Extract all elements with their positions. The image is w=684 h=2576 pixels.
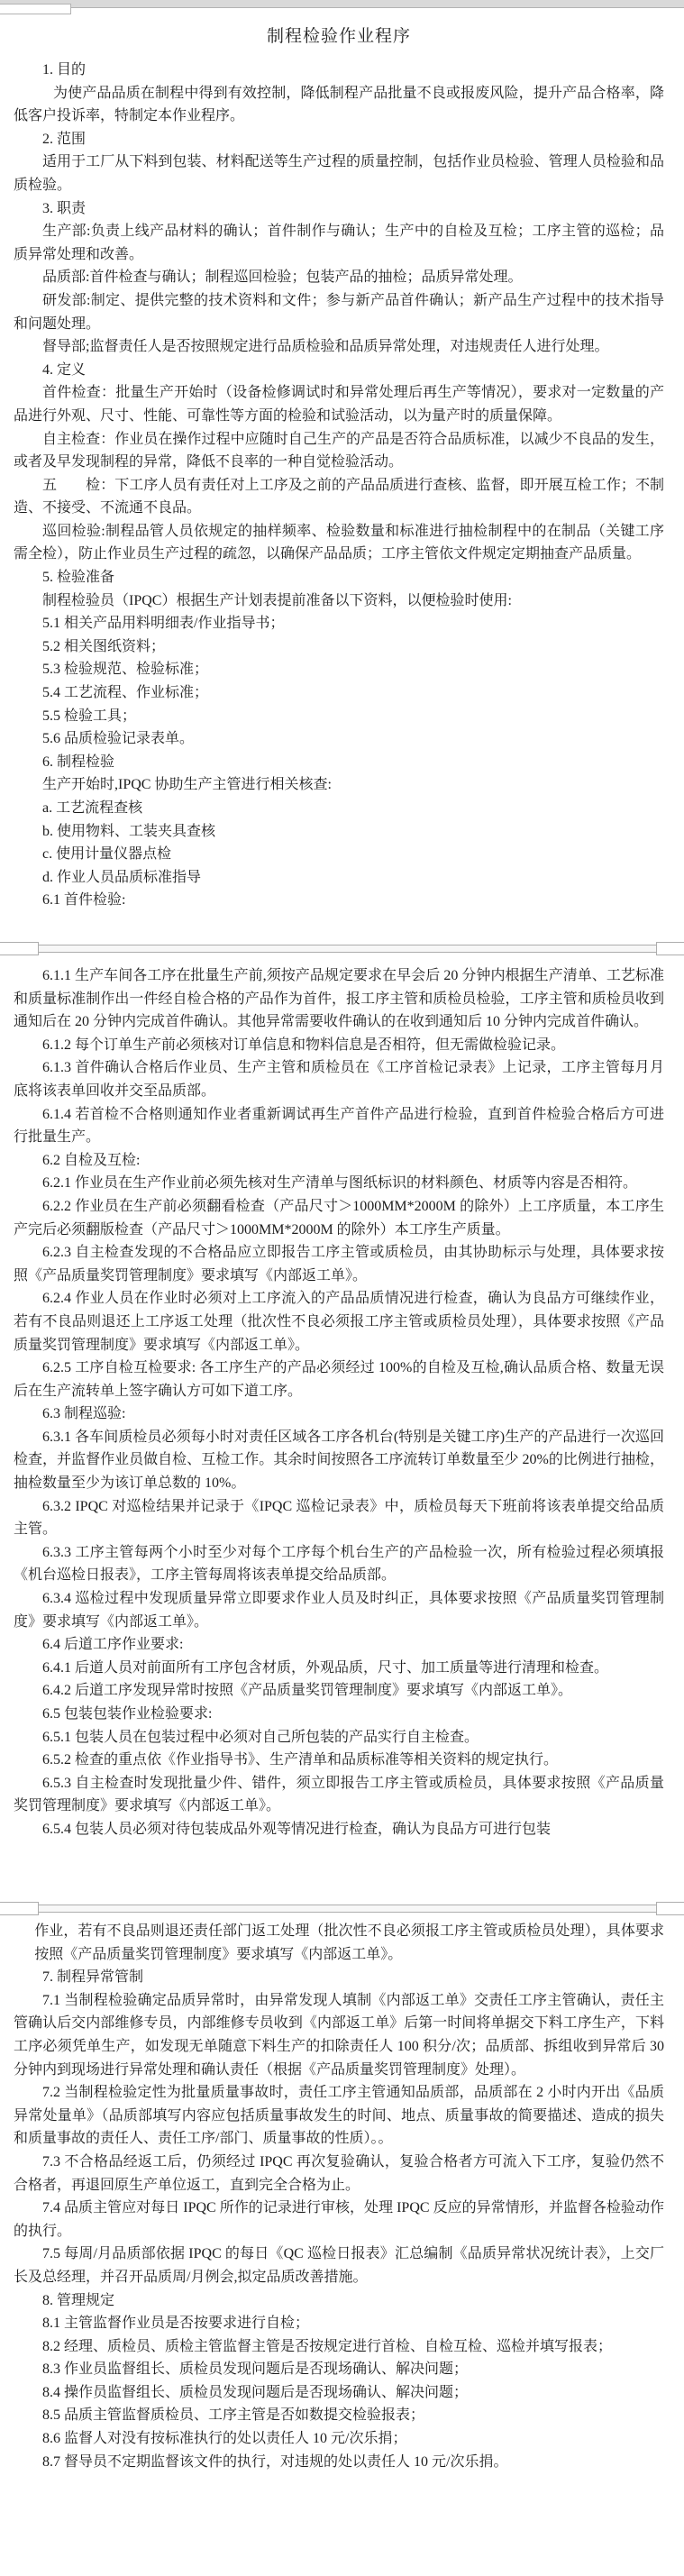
doc-paragraph: 4. 定义 (42, 361, 87, 378)
doc-paragraph: 督导部;监督责任人是否按照规定进行品质检验和品质异常处理，对违规责任人进行处理。 (42, 339, 609, 355)
doc-paragraph: 2. 范围 (42, 131, 87, 147)
page-corner-right (656, 942, 684, 955)
doc-paragraph: 为使产品品质在制程中得到有效控制，降低制程产品批量不良或报废风险，提升产品合格率，降低客户投诉率，特制定本作业程序。 (14, 85, 664, 124)
doc-paragraph: 品质部:首件检查与确认；制程巡回检验；包装产品的抽检；品质异常处理。 (42, 269, 523, 286)
doc-paragraph: 6.5.2 检查的重点依《作业指导书》、生产清单和品质标准等相关资料的规定执行。 (42, 1752, 559, 1768)
doc-paragraph: 6.4.2 后道工序发现异常时按照《产品质量奖罚管理制度》要求填写《内部返工单》。 (42, 1683, 573, 1699)
doc-paragraph: 7.5 每周/月品质部依据 IPQC 的每日《QC 巡检日报表》汇总编制《品质异常状况统计表》，上交厂长及总经理，并召开品质周/月例会,拟定品质改善措施。 (14, 2246, 664, 2285)
doc-paragraph: c. 使用计量仪器点检 (42, 846, 172, 863)
doc-paragraph: 6.2 自检及互检: (42, 1152, 141, 1168)
doc-paragraph: 巡回检验:制程品管人员依规定的抽样频率、检验数量和标准进行抽检制程中的在制品（关键工序需全检），防止作业员生产过程的疏忽，以确保产品品质；工序主管依文件规定定期抽查产品质量。 (14, 523, 664, 562)
doc-paragraph: 8.1 主管监督作业员是否按要求进行自检； (42, 2316, 310, 2332)
doc-paragraph: 7.1 当制程检验确定品质异常时，由异常发现人填制《内部返工单》交责任工序主管确认，责任主管确认后交内部维修专员，内部维修专员收到《内部返工单》后第一时间将单据交下料工序生产，下料工序必须凭单生产，如发现无单随意下料生产的扣除责任人 100 积分/次；品质部、拆组收到异常后 30 分钟内到现场进行异常处理和确认责任（根据《产品质量奖罚管理制度》处理）。 (14, 1992, 664, 2078)
doc-paragraph: 5.4 工艺流程、作业标准； (42, 685, 209, 701)
doc-paragraph: 1. 目的 (42, 62, 87, 78)
doc-paragraph: 自主检查：作业员在操作过程中应随时自己生产的产品是否符合品质标准，以减少不良品的发生，或者及早发现制程的异常，降低不良率的一种自觉检验活动。 (14, 431, 664, 470)
doc-paragraph: 6.3.3 工序主管每两个小时至少对每个工序每个机台生产的产品检验一次，所有检验过程必须填报《机台巡检日报表》，工序主管每周将该表单提交给品质部。 (14, 1544, 664, 1584)
doc-paragraph: 6.5.1 包装人员在包装过程中必须对自己所包装的产品实行自主检查。 (42, 1729, 479, 1745)
doc-paragraph: 6.1 首件检验: (42, 892, 126, 909)
doc-paragraph: 6.4.1 后道人员对前面所有工序包含材质，外观品质，尺寸、加工质量等进行清理和检查。 (42, 1659, 609, 1676)
doc-paragraph: 6.3.2 IPQC 对巡检结果并记录于《IPQC 巡检记录表》中，质检员每天下班前将该表单提交给品质主管。 (14, 1498, 664, 1538)
doc-paragraph: 6.3.4 巡检过程中发现质量异常立即要求作业人员及时纠正，具体要求按照《产品质量奖罚管理制度》要求填写《内部返工单》。 (14, 1591, 664, 1630)
doc-paragraph: 6.5.4 包装人员必须对待包装成品外观等情况进行检查，确认为良品方可进行包装 (42, 1821, 552, 1837)
doc-paragraph: 6.1.3 首件确认合格后作业员、生产主管和质检员在《工序首检记录表》上记录，工序主管每月月底将该表单回收并交至品质部。 (14, 1060, 664, 1099)
doc-paragraph: 6.5 包装包装作业检验要求: (42, 1706, 213, 1722)
doc-paragraph: b. 使用物料、工装夹具查核 (42, 823, 216, 839)
doc-paragraph: 8.5 品质主管监督质检员、工序主管是否如数提交检验报表； (42, 2407, 425, 2424)
doc-paragraph: 6.1.2 每个订单生产前必须核对订单信息和物料信息是否相符，但无需做检验记录。 (42, 1037, 566, 1053)
doc-paragraph: 首件检查：批量生产开始时（设备检修调试时和异常处理后再生产等情况），要求对一定数量的产品进行外观、尺寸、性能、可靠性等方面的检验和试验活动，以为量产时的质量保障。 (14, 385, 664, 424)
doc-paragraph: 作业，若有不良品则退还责任部门返工处理（批次性不良必须报工序主管或质检员处理），具体要求按照《产品质量奖罚管理制度》要求填写《内部返工单》。 (34, 1923, 664, 1962)
doc-paragraph: 7. 制程异常管制 (42, 1969, 144, 1986)
doc-paragraph: 5.2 相关图纸资料； (42, 638, 166, 654)
doc-paragraph: 6.2.3 自主检查发现的不合格品应立即报告工序主管或质检员，由其协助标示与处理，具体要求按照《产品质量奖罚管理制度》要求填写《内部返工单》。 (14, 1245, 664, 1283)
doc-paragraph: 适用于工厂从下料到包装、材料配送等生产过程的质量控制，包括作业员检验、管理人员检验和品质检验。 (14, 154, 664, 193)
page-corner-left (0, 1902, 39, 1915)
doc-paragraph: 6.3.1 各车间质检员必须每小时对责任区域各工序各机台(特别是关键工序)生产的产品进行一次巡回检查，并监督作业员做自检、互检工作。其余时间按照各工序流转订单数量至少 20%的比例进行抽检，抽检数量至少为该订单总数的 10%。 (14, 1429, 664, 1492)
doc-paragraph: 7.3 不合格品经返工后，仍须经过 IPQC 再次复验确认，复验合格者方可流入下工序，复验仍然不合格者，再退回原生产单位返工，直到完全合格为止。 (14, 2153, 664, 2193)
page-title: 制程检验作业程序 (266, 27, 411, 46)
doc-paragraph: 6.2.5 工序自检互检要求: 各工序生产的产品必须经过 100%的自检及互检,确认品质合格、数量无误后在生产流转单上签字确认方可如下道工序。 (14, 1360, 664, 1399)
doc-paragraph: 7.4 品质主管应对每日 IPQC 所作的记录进行审核，处理 IPQC 反应的异常情形，并监督各检验动作的执行。 (14, 2200, 664, 2239)
doc-paragraph: 6.1.1 生产车间各工序在批量生产前,须按产品规定要求在早会后 20 分钟内根据生产清单、工艺标准和质量标准制作出一件经自检合格的产品作为首件，报工序主管和质检员检验，工序主管和质检员收到通知后在 20 分钟内完成首件确认。其他异常需要收件确认的在收到通知后 10 分钟内完成首件确认。 (14, 968, 664, 1030)
doc-paragraph: 6. 制程检验 (42, 754, 115, 770)
doc-paragraph: 7.2 当制程检验定性为批量质量事故时，责任工序主管通知品质部，品质部在 2 小时内开出《品质异常处量单》（品质部填写内容应包括质量事故发生的时间、地点、质量事故的简要描述、造成的损失和质量事故的责任人、责任工序/部门、质量事故的性质）。。 (14, 2085, 664, 2147)
doc-paragraph: 生产开始时,IPQC 协助生产主管进行相关核查: (42, 777, 332, 793)
doc-paragraph: d. 作业人员品质标准指导 (42, 869, 202, 885)
doc-paragraph: 6.4 后道工序作业要求: (42, 1637, 184, 1653)
doc-paragraph: 五 检：下工序人员有责任对上工序及之前的产品品质进行查核、监督，即开展互检工作；不制造、不接受、不流通不良品。 (14, 477, 664, 516)
doc-paragraph: 5.1 相关产品用料明细表/作业指导书； (42, 616, 285, 632)
page-corner-right (656, 1902, 684, 1915)
doc-paragraph: 6.2.2 作业员在生产前必须翻看检查（产品尺寸＞1000MM*2000M 的除外）上工序质量，本工序生产完后必须翻版检查（产品尺寸＞1000MM*2000M 的除外）本工序生产质量。 (14, 1198, 664, 1238)
doc-paragraph: 6.5.3 自主检查时发现批量少件、错件，须立即报告工序主管或质检员，具体要求按照《产品质量奖罚管理制度》要求填写《内部返工单》。 (14, 1775, 664, 1814)
page-corner-left (0, 942, 39, 955)
doc-paragraph: 8. 管理规定 (42, 2292, 115, 2308)
doc-paragraph: 8.2 经理、质检员、质检主管监督主管是否按规定进行首检、自检互检、巡检并填写报表； (42, 2338, 613, 2354)
doc-paragraph: a. 工艺流程查核 (42, 800, 143, 816)
doc-paragraph: 8.4 操作员监督组长、质检员发现问题后是否现场确认、解决问题； (42, 2384, 469, 2400)
page-break (0, 945, 684, 953)
page-3 (0, 1913, 684, 2576)
doc-paragraph: 8.7 督导员不定期监督该文件的执行，对违规的处以责任人 10 元/次乐捐。 (42, 2453, 508, 2470)
page-break (0, 1905, 684, 1913)
doc-paragraph: 5.6 品质检验记录表单。 (42, 731, 195, 747)
doc-paragraph: 5. 检验准备 (42, 570, 115, 586)
page-corner-top-left (0, 4, 71, 14)
doc-paragraph: 生产部:负责上线产品材料的确认；首件制作与确认；生产中的自检及互检；工序主管的巡检；品质异常处理和改善。 (14, 224, 664, 262)
doc-paragraph: 5.5 检验工具； (42, 708, 137, 724)
doc-paragraph: 6.2.1 作业员在生产作业前必须先核对生产清单与图纸标识的材料颜色、材质等内容是否相符。 (42, 1175, 638, 1192)
doc-paragraph: 6.2.4 作业人员在作业时必须对上工序流入的产品品质情况进行检查，确认为良品方可继续作业，若有不良品则退还上工序返工处理（批次性不良必须报工序主管或质检员处理），具体要求按照《产品质量奖罚管理制度》要求填写《内部返工单》。 (14, 1291, 664, 1353)
doc-paragraph: 6.1.4 若首检不合格则通知作业者重新调试再生产首件产品进行检验，直到首件检验合格后方可进行批量生产。 (14, 1106, 664, 1146)
doc-paragraph: 3. 职责 (42, 200, 87, 216)
doc-paragraph: 5.3 检验规范、检验标准； (42, 662, 209, 678)
doc-paragraph: 研发部:制定、提供完整的技术资料和文件；参与新产品首件确认；新产品生产过程中的技术指导和问题处理。 (14, 292, 664, 332)
doc-paragraph: 8.3 作业员监督组长、质检员发现问题后是否现场确认、解决问题； (42, 2361, 469, 2378)
doc-paragraph: 6.3 制程巡验: (42, 1406, 126, 1422)
page-2 (0, 953, 684, 1905)
page-edge-top (0, 0, 684, 8)
doc-paragraph: 制程检验员（IPQC）根据生产计划表提前准备以下资料，以便检验时使用: (42, 592, 512, 608)
doc-paragraph: 8.6 监督人对没有按标准执行的处以责任人 10 元/次乐捐； (42, 2431, 407, 2447)
page-1 (0, 8, 684, 945)
